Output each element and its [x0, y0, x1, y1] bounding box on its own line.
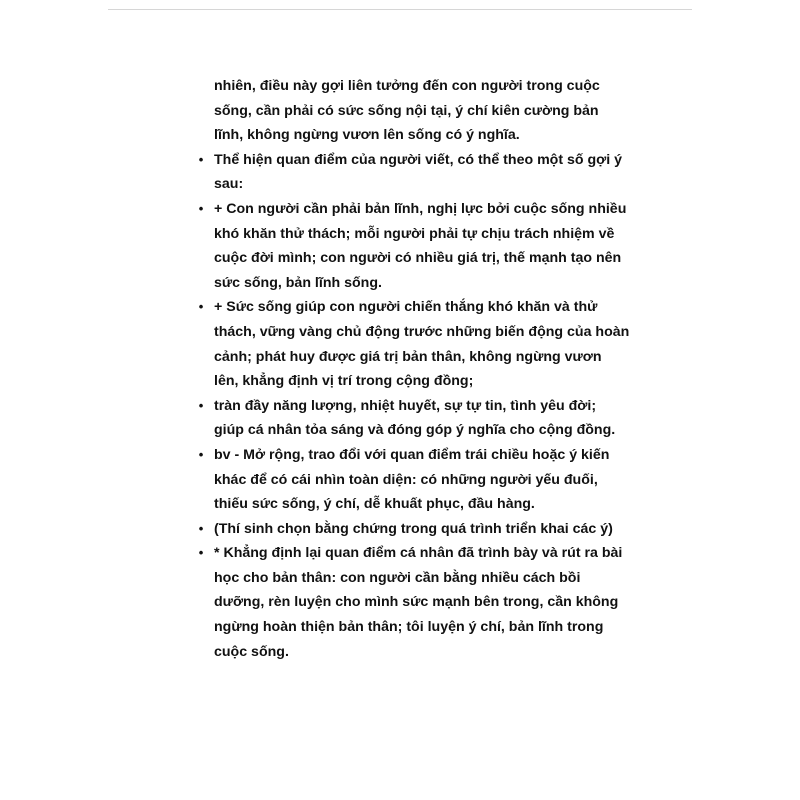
text-line: sức sống, bản lĩnh sống.	[214, 274, 382, 291]
text-line: tràn đầy năng lượng, nhiệt huyết, sự tự tin, tình yêu đời;	[214, 397, 597, 414]
text-line: cảnh; phát huy được giá trị bản thân, không ngừng vươn	[214, 348, 602, 365]
document-paragraph	[196, 517, 636, 542]
page-top-border	[108, 9, 692, 10]
bullet-icon: •	[198, 299, 204, 315]
bullet-icon: •	[198, 397, 204, 413]
bullet-icon: •	[198, 545, 204, 561]
text-line: cuộc đời mình; con người có nhiều giá trị, thế mạnh tạo nên	[214, 250, 622, 267]
document-paragraph	[196, 443, 636, 517]
text-line: giúp cá nhân tỏa sáng và đóng góp ý nghĩa cho cộng đồng.	[214, 422, 616, 439]
text-line: + Con người cần phải bản lĩnh, nghị lực bởi cuộc sống nhiều	[214, 200, 627, 217]
document-paragraph	[196, 197, 636, 295]
document-paragraph	[196, 541, 636, 664]
document-paragraph	[196, 295, 636, 393]
text-line: thách, vững vàng chủ động trước những biến động của hoàn	[214, 323, 630, 340]
text-line: sống, cần phải có sức sống nội tại, ý chí kiên cường bản	[214, 102, 599, 119]
text-line: sau:	[214, 176, 244, 193]
text-line: cuộc sống.	[214, 643, 289, 660]
bullet-icon: •	[198, 151, 204, 167]
text-line: nhiên, điều này gợi liên tưởng đến con người trong cuộc	[214, 78, 600, 94]
bullet-icon: •	[198, 200, 204, 216]
bullet-icon: •	[198, 446, 204, 462]
text-line: lĩnh, không ngừng vươn lên sống có ý nghĩa.	[214, 127, 520, 144]
document-paragraph	[196, 148, 636, 197]
text-line: khó khăn thử thách; mỗi người phải tự chịu trách nhiệm về	[214, 225, 615, 242]
text-line: thiếu sức sống, ý chí, dễ khuất phục, đầu hàng.	[214, 496, 535, 513]
document-paragraph	[196, 394, 636, 443]
text-line: khác để có cái nhìn toàn diện: có những người yếu đuối,	[214, 471, 598, 488]
text-line: học cho bản thân: con người cần bằng nhiều cách bồi	[214, 569, 581, 586]
text-line: (Thí sinh chọn bằng chứng trong quá trình triển khai các ý)	[214, 520, 613, 537]
text-line: lên, khẳng định vị trí trong cộng đồng;	[214, 373, 474, 390]
text-line: ngừng hoàn thiện bản thân; tôi luyện ý chí, bản lĩnh trong	[214, 619, 604, 636]
text-line: * Khẳng định lại quan điểm cá nhân đã trình bày và rút ra bài	[214, 545, 623, 562]
document-paragraph	[196, 74, 636, 148]
text-line: Thể hiện quan điểm của người viết, có thể theo một số gợi ý	[214, 151, 623, 168]
text-line: dưỡng, rèn luyện cho mình sức mạnh bên trong, cần không	[214, 594, 619, 611]
text-line: bv - Mở rộng, trao đổi với quan điểm trái chiều hoặc ý kiến	[214, 446, 610, 463]
bullet-icon: •	[198, 520, 204, 536]
document-body	[196, 74, 636, 664]
text-line: + Sức sống giúp con người chiến thắng khó khăn và thử	[214, 299, 598, 316]
